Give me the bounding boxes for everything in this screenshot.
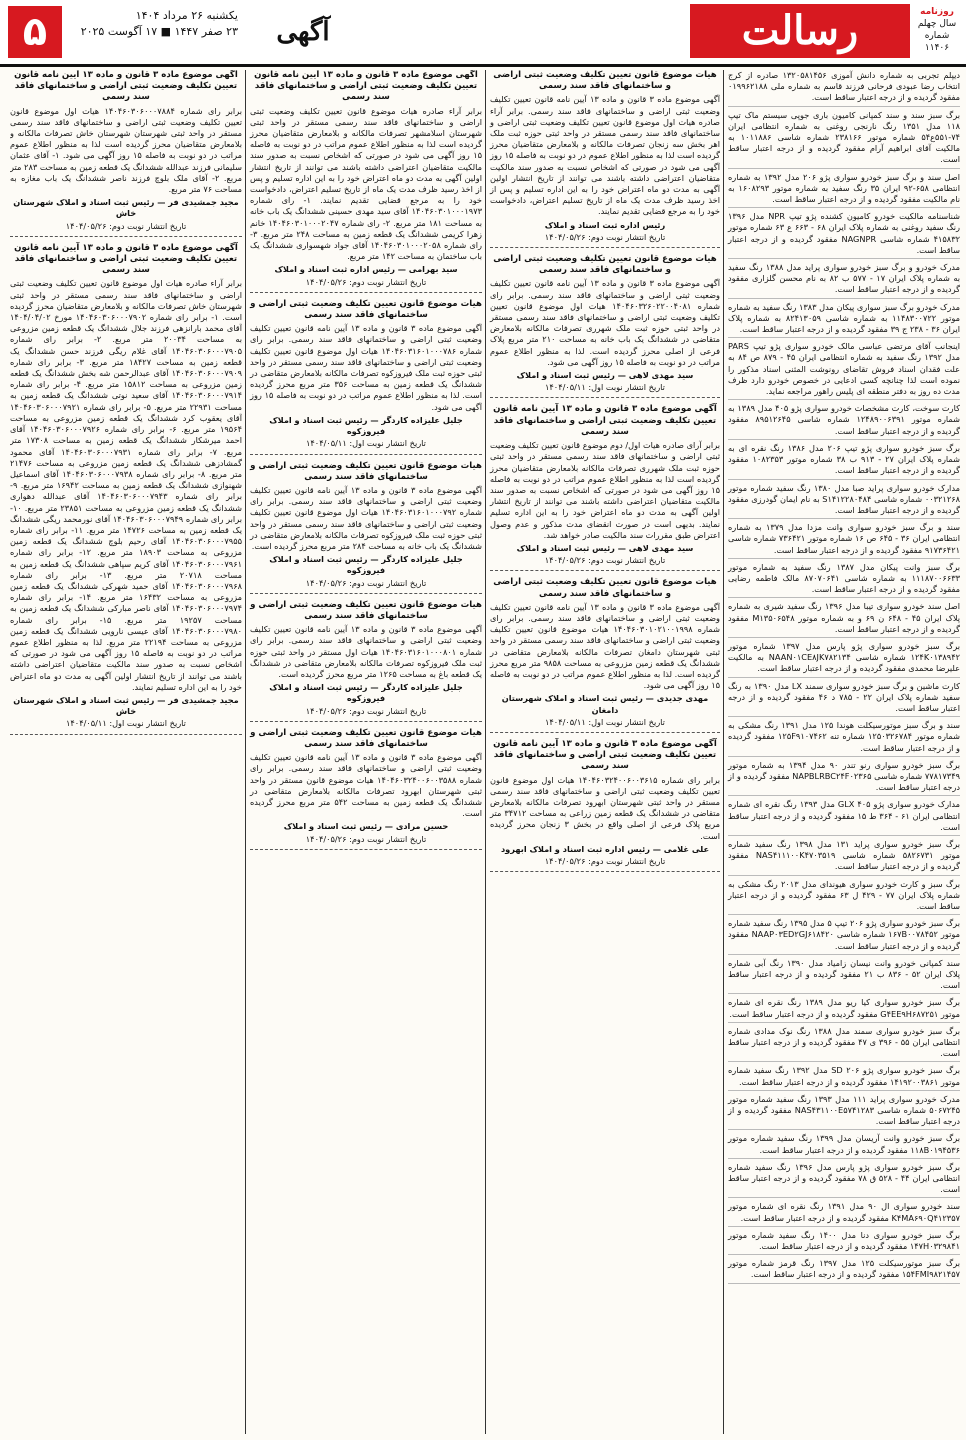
notice-body: آگهی موضوع ماده ۳ قانون و ماده ۱۳ آیین نامه قانون تعیین تکلیف وضعیت ثبتی اراضی و ساختمانهای فاقد سند رسمی. برابر آراء صادره هیات اول موضوع قانون تعیین تکلیف وضعیت ثبتی اراضی و ساختمانهای فاقد سند رسمی مستقر در واحد ثبتی حوزه ثبت ملک اهر بخش سه زنجان تصرفات مالکانه و بلامعارض متقاضیان محرز گردیده است لذا به منظور اطلاع عموم در دو نوبت به فاصله ۱۵ روز آگهی می شود در صورتی که اشخاص نسبت به صدور سند مالکیت متقاضیان اعتراضی داشته باشند می توانند از تاریخ انتشار اولین آگهی به مدت دو ماه اعتراض خود را به این اداره تسلیم و پس از اخذ رسید ظرف مدت یک ماه از تاریخ تسلیم اعتراض، دادخواست خود را به مرجع قضایی تقدیم نمایند.	[490, 94, 720, 217]
registry-notice	[250, 461, 482, 594]
notice-title: آگهی موضوع ماده ۳ قانون و ماده ۱۳ آیین نامه قانون تعیین تکلیف وضعیت ثبتی اراضی و ساختمانهای فاقد سند رسمی	[14, 242, 238, 276]
notice-signature: سید مهدی لاهی — رئیس ثبت اسناد و املاک	[516, 542, 694, 553]
registry-notice	[490, 254, 720, 398]
lost-document-notice: برگ سبز خودرو سواری پژو ۲۰۶ SD مدل ۱۳۹۲ رنگ سفید شماره موتور ۱۴۱۹۲۰۰۳۸۶۱ مفقود گردیده و از درجه اعتبار ساقط است.	[728, 1065, 960, 1090]
page-number: ۵	[8, 6, 62, 58]
date-persian: یکشنبه ۲۶ مرداد ۱۴۰۴	[135, 9, 238, 22]
section-title: آگهی	[276, 17, 330, 47]
column-registry-notices-4	[10, 70, 242, 1434]
notice-date: تاریخ انتشار نوبت دوم: ۱۴۰۴/۰۵/۲۶	[305, 833, 427, 844]
lost-document-notice: سند و برگ سبز موتورسیکلت هوندا ۱۲۵ مدل ۱۳۹۱ رنگ مشکی به شماره موتور ۱۲۵۰۳۲۶۷۸۴ شماره تنه ۱۲۵F۹۱۰۷۴۶۲ مفقود گردیده و از درجه اعتبار ساقط است.	[728, 720, 960, 757]
issue-label: شماره ۱۱۴۰۶	[924, 31, 950, 53]
notice-title: آگهی موضوع ماده ۳ قانون و ماده ۱۳ آیین نامه قانون تعیین تکلیف وضعیت ثبتی اراضی و ساختمانهای فاقد سند رسمی	[254, 70, 478, 103]
registry-notice	[250, 600, 482, 722]
newspaper-logo: رسالت	[690, 4, 910, 58]
notice-date: تاریخ انتشار نوبت دوم: ۱۴۰۴/۰۵/۲۶	[305, 577, 427, 588]
notice-signature: مهدی جدیدی — رئیس ثبت اسناد و املاک شهرستان دامغان	[501, 693, 709, 715]
lost-document-notice: برگ سبز خودرو سواری رنو تندر ۹۰ مدل ۱۳۹۴ به شماره موتور ۷۷۸۱۷۳۴۹ شماره شاسی NAPBLRBC۲۴F۰۲۳۶۵ مفقود گردیده و از درجه اعتبار ساقط است.	[728, 760, 960, 797]
lost-document-notice: برگ سبز و کارت خودرو سواری هیوندای مدل ۲۰۱۳ رنگ مشکی به شماره پلاک ایران ۷۷ - ۴۲۹ ل ۶۳ مفقود گردیده و از درجه اعتبار ساقط است.	[728, 879, 960, 916]
lost-document-notice: برگ سبز خودرو سواری پژو تیپ ۲۰۶ مدل ۱۳۸۶ رنگ نقره ای به شماره پلاک ایران ۲۷ - ۹۱۳ ب ۳۸ شماره موتور ۱۰۸۲۳۵۳ مفقود گردیده و از درجه اعتبار ساقط است.	[728, 443, 960, 480]
lost-document-notice: برگ سبز خودرو سواری سمند مدل ۱۳۸۸ رنگ نوک مدادی شماره انتظامی ایران ۵۵ - ۳۹۶ ی ۴۷ مفقود گردیده و از درجه اعتبار ساقط است.	[728, 1026, 960, 1063]
notice-date: تاریخ انتشار نوبت دوم: ۱۴۰۴/۰۵/۲۶	[544, 555, 666, 566]
lost-document-notice: برگ سبز خودرو سواری پژو ۲۰۶ تیپ ۵ مدل ۱۳۹۵ رنگ سفید شماره موتور ۱۶۷B۰۰۷۸۴۵۲ شماره شاسی NAAP۰۳ED۲GJ۶۱۸۴۲۰ مفقود گردیده و از درجه اعتبار ساقط است.	[728, 918, 960, 955]
notice-signature: علی غلامی — رئیس اداره ثبت اسناد و املاک ابهرود	[500, 843, 710, 854]
lost-document-notice: دیپلم تجربی به شماره دانش آموزی ۱۳۲۰۵۸۱۴۵۶ صادره از کرج انتخاب رضا عبودی فرحانی فرزند قاسم به شماره ملی ۰۱۹۹۶۲۱۸۸ مفقود گردیده و از درجه اعتبار ساقط است.	[728, 70, 960, 107]
lost-document-notice: برگ سبز خودرو سواری پراید ۱۳۱ مدل ۱۳۹۸ رنگ سفید شماره موتور ۵۸۲۶۷۳۱ شماره شاسی NAS۴۱۱۱۰۰K۴۷۰۳۵۱۹ مفقود گردیده و از درجه اعتبار ساقط است.	[728, 839, 960, 876]
lost-document-notice: سند خودرو سواری ال ۹۰ مدل ۱۳۹۱ رنگ نقره ای شماره موتور K۴MA۶۹۰Q۴۱۲۳۵۷ مفقود گردیده و از درجه اعتبار ساقط است.	[728, 1201, 960, 1226]
lost-document-notice: کارت سوخت، کارت مشخصات خودرو سواری پژو ۴۰۵ مدل ۱۳۸۹ به شماره موتور ۱۲۴۸۹۰۰۶۳۹۱ شماره شاسی ۸۹۵۱۲۶۴۵ مفقود گردیده و از درجه اعتبار ساقط است.	[728, 403, 960, 440]
registry-notice	[10, 70, 242, 237]
notice-title: هیات موضوع قانون تعیین تکلیف وضعیت ثبتی اراضی و ساختمانهای فاقد سند رسمی	[250, 599, 482, 621]
notice-signature: سید بهرامی — رئیس اداره ثبت اسناد و املاک	[274, 264, 458, 275]
lost-document-notice: برگ سبز خودرو سواری دنا مدل ۱۴۰۰ رنگ سفید شماره موتور ۱۴۷H۰۳۲۹۸۴۱ مفقود گردیده و از درجه اعتبار ساقط است.	[728, 1230, 960, 1255]
notice-body: آگهی موضوع ماده ۳ قانون و ماده ۱۳ آیین نامه قانون تعیین تکلیف وضعیت ثبتی اراضی و ساختمانهای فاقد سند رسمی. برابر رای شماره ۱۴۰۴۶۰۳۱۶۰۱۰۰۰۷۸۶ هیات اول موضوع قانون تعیین تکلیف وضعیت ثبتی اراضی و ساختمانهای فاقد سند رسمی مستقر در واحد ثبتی حوزه ثبت ملک فیروزکوه تصرفات مالکانه بلامعارض متقاضی در ششدانگ یک قطعه زمین به مساحت ۳۵۶ متر مربع محرز گردیده است. لذا به منظور اطلاع عموم مراتب در دو نوبت به فاصله ۱۵ روز آگهی می شود.	[250, 323, 482, 412]
registry-notice	[250, 728, 482, 850]
notice-date: تاریخ انتشار نوبت دوم: ۱۴۰۴/۰۵/۲۶	[544, 856, 666, 866]
lost-document-notice: برگ سبز خودرو سواری پژو پارس مدل ۱۳۹۶ رنگ سفید شماره انتظامی ایران ۴۴ - ۵۲۸ ق ۷۸ مفقود گردیده و از درجه اعتبار ساقط است.	[728, 1162, 960, 1199]
lost-document-notice: مدرک خودرو و برگ سبز خودرو سواری پراید مدل ۱۳۸۸ رنگ سفید به شماره پلاک ایران ۱۷ - ۵۷۷ ب ۸۲ به نام محسن گلزاری مفقود گردیده و از درجه اعتبار ساقط است.	[728, 262, 960, 299]
notice-body: برابر رای شماره ۱۴۰۴۶۰۳۰۶۰۰۰۷۸۸۴ هیات اول موضوع قانون تعیین تکلیف وضعیت ثبتی اراضی و ساختمانهای فاقد سند رسمی مستقر در واحد ثبتی شهرستان شهرستان خاش تصرفات مالکانه و بلامعارض متقاضیان محرز گردیده است لذا به منظور اطلاع عموم مراتب در دو نوبت به فاصله ۱۵ روز آگهی می شود. ۱- آقای عثمان سلیمانی فرزند عبدالله ششدانگ یک قطعه زمین به مساحت ۲۸۳ متر مربع. ۲- آقای ملک بلوچ فرزند ناصر ششدانگ یک باب مغازه به مساحت ۷۶ متر مربع.	[10, 105, 242, 195]
notice-signature: مجید جمشیدی فر — رئیس ثبت اسناد و املاک شهرستان خاش	[13, 694, 239, 717]
date-other: ۲۳ صفر ۱۴۴۷ ■ ۱۷ آگوست ۲۰۲۵	[80, 25, 238, 38]
masthead-left	[8, 6, 330, 58]
column-lost-documents	[723, 70, 960, 1434]
notice-signature: حسین مرادی — رئیس ثبت اسناد و املاک	[283, 821, 449, 832]
notice-signature: جلیل علیزاده کاردگر — رئیس ثبت اسناد و املاک فیروزکوه	[269, 414, 463, 437]
notice-title: آگهی موضوع ماده ۳ قانون و ماده ۱۳ آیین نامه قانون تعیین تکلیف وضعیت ثبتی اراضی و ساختمانهای فاقد سند رسمی	[493, 738, 717, 772]
registry-notice	[250, 299, 482, 455]
lost-document-notice: کارت ماشین و برگ سبز خودرو سواری سمند LX مدل ۱۳۹۰ به رنگ سفید شماره پلاک ایران ۲۲ - ۷۸۵ د ۴۶ مفقود گردیده و از درجه اعتبار ساقط است.	[728, 681, 960, 718]
notice-body: برابر آراء صادره هیات اول موضوع قانون تعیین تکلیف وضعیت ثبتی اراضی و ساختمانهای فاقد سند رسمی مستقر در واحد ثبتی شهرستان خاش تصرفات مالکانه و بلامعارض متقاضیان محرز گردیده است. ۱- برابر رای شماره ۱۴۰۴۶۰۳۰۶۰۰۰۷۹۰۲ مورخ ۱۴۰۴/۰۴/۰۲ آقای محمد بارانزهی فرزند جلال ششدانگ یک قطعه زمین مزروعی به مساحت ۲۰۰۳۴ متر مربع. ۲- برابر رای شماره ۱۴۰۴۶۰۳۰۶۰۰۰۷۹۰۵ آقای غلام ریگی فرزند حسن ششدانگ یک قطعه زمین به مساحت ۱۸۴۲۷ متر مربع. ۳- برابر رای شماره ۱۴۰۴۶۰۳۰۶۰۰۰۷۹۰۹ آقای عبدالرحمن شه بخش ششدانگ یک قطعه زمین مزروعی به مساحت ۱۵۸۱۲ متر مربع. ۴- برابر رای شماره ۱۴۰۴۶۰۳۰۶۰۰۰۷۹۱۴ آقای سعید نوتی ششدانگ یک قطعه زمین به مساحت ۲۲۹۳۱ متر مربع. ۵- برابر رای شماره ۱۴۰۴۶۰۳۰۶۰۰۰۷۹۲۱ آقای یعقوب کرد ششدانگ یک قطعه زمین مزروعی به مساحت ۱۹۵۶۴ متر مربع. ۶- برابر رای شماره ۱۴۰۴۶۰۳۰۶۰۰۰۷۹۲۶ آقای احمد میرشکار ششدانگ یک قطعه زمین به مساحت ۱۷۳۰۸ متر مربع. ۷- برابر رای شماره ۱۴۰۴۶۰۳۰۶۰۰۰۷۹۳۱ آقای محمود گمشادزهی ششدانگ یک قطعه زمین مزروعی به مساحت ۲۱۴۷۶ متر مربع. ۸- برابر رای شماره ۱۴۰۴۶۰۳۰۶۰۰۰۷۹۳۸ آقای اسماعیل شهنوازی ششدانگ یک قطعه زمین به مساحت ۱۶۹۴۲ متر مربع. ۹- برابر رای شماره ۱۴۰۴۶۰۳۰۶۰۰۰۷۹۴۳ آقای عبدالله دهواری ششدانگ یک قطعه زمین مزروعی به مساحت ۲۳۸۵۱ متر مربع. ۱۰- برابر رای شماره ۱۴۰۴۶۰۳۰۶۰۰۰۷۹۴۹ آقای نورمحمد ریگی ششدانگ یک قطعه زمین به مساحت ۱۴۷۲۶ متر مربع. ۱۱- برابر رای شماره ۱۴۰۴۶۰۳۰۶۰۰۰۷۹۵۵ آقای رحیم بلوچ ششدانگ یک قطعه زمین مزروعی به مساحت ۱۸۹۰۳ متر مربع. ۱۲- برابر رای شماره ۱۴۰۴۶۰۳۰۶۰۰۰۷۹۶۱ آقای کریم سپاهی ششدانگ یک قطعه زمین به مساحت ۲۰۷۱۸ متر مربع. ۱۳- برابر رای شماره ۱۴۰۴۶۰۳۰۶۰۰۰۷۹۶۸ آقای حمید شهرکی ششدانگ یک قطعه زمین مزروعی به مساحت ۱۶۴۳۲ متر مربع. ۱۴- برابر رای شماره ۱۴۰۴۶۰۳۰۶۰۰۰۷۹۷۴ آقای ناصر مبارکی ششدانگ یک قطعه زمین به مساحت ۱۹۲۵۷ متر مربع. ۱۵- برابر رای شماره ۱۴۰۴۶۰۳۰۶۰۰۰۷۹۸۰ آقای عیسی نارویی ششدانگ یک قطعه زمین مزروعی به مساحت ۲۲۱۹۴ متر مربع. لذا به منظور اطلاع عموم مراتب در دو نوبت به فاصله ۱۵ روز آگهی می شود در صورتی که اشخاص نسبت به صدور سند مالکیت متقاضیان اعتراضی داشته باشند می توانند از تاریخ انتشار اولین آگهی به مدت دو ماه اعتراض خود را به این اداره تسلیم نمایند.	[10, 278, 242, 692]
notice-body: آگهی موضوع ماده ۳ قانون و ماده ۱۳ آیین نامه قانون تعیین تکلیف وضعیت ثبتی اراضی و ساختمانهای فاقد سند رسمی. برابر رای شماره ۱۴۰۴۶۰۳۱۶۰۱۰۰۰۷۹۲ هیات اول موضوع قانون تعیین تکلیف وضعیت ثبتی اراضی و ساختمانهای فاقد سند رسمی مستقر در واحد ثبتی حوزه ثبت ملک فیروزکوه تصرفات مالکانه بلامعارض متقاضی در ششدانگ یک باب خانه به مساحت ۲۸۴ متر مربع محرز گردیده است.	[250, 484, 482, 551]
lost-document-notice: برگ سبز خودرو وانت آریسان مدل ۱۳۹۹ رنگ سفید شماره موتور ۱۱۸B۰۱۹۴۵۳۶ مفقود گردیده و از درجه اعتبار ساقط است.	[728, 1133, 960, 1158]
notice-title: هیات موضوع قانون تعیین تکلیف وضعیت ثبتی اراضی و ساختمانهای فاقد سند رسمی	[493, 70, 717, 92]
lost-document-notice: برگ سبز موتورسیکلت ۱۲۵ مدل ۱۳۹۷ رنگ قرمز شماره موتور ۱۵۴FMI۹۸۲۱۴۵۷ مفقود گردیده و از درجه اعتبار ساقط است.	[728, 1258, 960, 1283]
registry-notice	[490, 739, 720, 872]
lost-document-notice: اصل سند و برگ سبز خودرو سواری پژو ۲۰۶ مدل ۱۳۹۲ به شماره انتظامی ۶۵۸-۹۲ ایران ۳۵ رنگ سفید به شماره موتور ۱۶۰۸۲۹۳ به نام مالکیت مفقود گردیده و از درجه اعتبار ساقط است.	[728, 172, 960, 209]
notice-signature: مجید جمشیدی فر — رئیس ثبت اسناد و املاک شهرستان خاش	[13, 197, 239, 219]
lost-document-notice: مدرک خودرو سواری پراید ۱۱۱ مدل ۱۳۹۳ رنگ سفید شماره موتور ۵۰۶۷۲۴۵ شماره شاسی NAS۴۳۱۱۰۰E۵۷۴۱۲۸۳ مفقود گردیده و از درجه اعتبار ساقط است.	[728, 1094, 960, 1131]
notice-date: تاریخ انتشار نوبت دوم: ۱۴۰۴/۰۵/۲۶	[305, 276, 427, 287]
registry-notice	[490, 577, 720, 733]
notice-date: تاریخ انتشار نوبت اول: ۱۴۰۴/۰۵/۱۱	[66, 718, 186, 729]
lost-document-notice: شناسنامه مالکیت خودرو کامیون کشنده پژو تیپ NPR مدل ۱۳۹۶ رنگ سفید روغنی به شماره پلاک ایران ۶۸ - ۶۶۳ ع ۶۳ شماره موتور ۴۱۵۸۳۲ شماره شاسی NAGNPR مفقود گردیده و از درجه اعتبار ساقط است.	[728, 211, 960, 259]
lost-document-notice: مدارک خودرو سواری پراید صبا مدل ۱۳۸۰ رنگ سفید شماره موتور ۰۰۳۲۱۲۶۸ شماره شاسی S۱۴۱۲۲۸۰۴۸۴ به نام ایمان گودرزی مفقود گردیده و از درجه اعتبار ساقط است.	[728, 483, 960, 520]
notice-signature: سید مهدی لاهی — رئیس ثبت اسناد و املاک	[516, 370, 694, 381]
notice-body: آگهی موضوع ماده ۳ قانون و ماده ۱۳ آیین نامه قانون تعیین تکلیف وضعیت ثبتی اراضی و ساختمانهای فاقد سند رسمی. برابر رای شماره ۱۴۰۴۶۰۳۱۶۰۱۰۰۰۸۰۱ هیات اول مستقر در واحد ثبتی حوزه ثبت ملک فیروزکوه تصرفات مالکانه بلامعارض متقاضی در ششدانگ یک قطعه باغ به مساحت ۱۲۶۵ متر مربع محرز گردیده است.	[250, 624, 482, 679]
lost-document-notice: اصل سند خودرو سواری تیبا مدل ۱۳۹۶ رنگ سفید شیری به شماره پلاک ایران ۴۵ - ۶۴۸ ن ۶۹ و به شماره موتور M۱۳۵۰۶۵۴۸ مفقود گردیده و از درجه اعتبار ساقط است.	[728, 601, 960, 638]
notice-body: برابر رای شماره ۱۴۰۴۶۰۳۲۴۰۰۶۰۰۳۶۱۵ هیات اول موضوع قانون تعیین تکلیف وضعیت ثبتی اراضی و ساختمانهای فاقد سند رسمی مستقر در واحد ثبتی شهرستان ابهرود تصرفات مالکانه بلامعارض متقاضی در ششدانگ یک قطعه زمین زراعی به مساحت ۳۴۷۱۲ متر مربع پلاک فرعی از اصلی واقع در بخش ۳ زنجان محرز گردیده است.	[490, 774, 720, 841]
notice-date: تاریخ انتشار نوبت دوم: ۱۴۰۴/۰۵/۲۶	[305, 705, 427, 716]
notice-body: آگهی موضوع ماده ۳ قانون و ماده ۱۳ آیین نامه قانون تعیین تکلیف وضعیت ثبتی اراضی و ساختمانهای فاقد سند رسمی. برابر رای شماره ۱۴۰۴۶۰۳۲۶۰۲۲۰۰۴۰۸۱ هیات اول موضوع قانون تعیین تکلیف وضعیت ثبتی اراضی و ساختمانهای فاقد سند رسمی مستقر در واحد ثبتی حوزه ثبت ملک شهرری تصرفات مالکانه بلامعارض متقاضی در ششدانگ یک باب خانه به مساحت ۲۱۰ متر مربع پلاک فرعی از اصلی محرز گردیده است. لذا به منظور اطلاع عموم مراتب در دو نوبت به فاصله ۱۵ روز آگهی می شود.	[490, 278, 720, 367]
ads-columns	[6, 70, 960, 1434]
registry-notice	[490, 404, 720, 571]
notice-title: هیات موضوع قانون تعیین تکلیف وضعیت ثبتی اراضی و ساختمانهای فاقد سند رسمی	[250, 298, 482, 321]
lost-document-notice: برگ سبز سند و سند کمپانی کامیون باری جوپی سیستم ماک تیپ ۱۱۸ مدل ۱۳۵۱ رنگ نارنجی روغنی به شماره انتظامی ایران ۷۴-۵۵۱ع۵۴ شماره موتور ۲۳۸۱۶۶ شماره شاسی ۱۰۱۱۸۸۶ به مالکیت آقای ابراهیم آرام مفقود گردیده و از درجه اعتبار ساقط است.	[728, 110, 960, 169]
notice-signature: جلیل علیزاده کاردگر — رئیس ثبت اسناد و املاک فیروزکوه	[269, 554, 463, 576]
lost-document-notice: سند و برگ سبز خودرو سواری وانت مزدا مدل ۱۳۷۹ به شماره انتظامی ایران ۳۶ - ۶۴۵ ص ۱۶ شماره موتور ۷۳۶۴۲۱ شماره شاسی ۹۱۷۳۶۴۲۱ مفقود گردیده و از درجه اعتبار ساقط است.	[728, 522, 960, 559]
notice-date: تاریخ انتشار نوبت اول: ۱۴۰۴/۰۵/۱۱	[545, 382, 665, 393]
notice-signature: جلیل علیزاده کاردگر — رئیس ثبت اسناد و املاک فیروزکوه	[269, 682, 463, 704]
issue-dates	[68, 8, 238, 56]
lost-document-notice: مدرک خودرو برگ سبز سواری پیکان مدل ۱۳۸۳ رنگ سفید به شماره موتور ۱۱۴۸۳۰۰۷۲۲ به شماره شاسی ۸۲۴۱۳۰۵۹ به شماره پلاک ایران ۳۶ - ۲۳۸ ج ۳۹ مفقود گردیده و از درجه اعتبار ساقط است.	[728, 302, 960, 339]
notice-body: آگهی موضوع ماده ۳ قانون و ماده ۱۳ آیین نامه قانون تعیین تکلیف وضعیت ثبتی اراضی و ساختمانهای فاقد سند رسمی. برابر رای شماره ۱۴۰۴۶۰۳۰۱۰۲۱۰۰۱۹۹۸ هیات موضوع قانون تعیین تکلیف وضعیت ثبتی اراضی و ساختمانهای فاقد سند رسمی مستقر در واحد ثبتی شهرستان دامغان تصرفات مالکانه بلامعارض متقاضی در ششدانگ یک قطعه زمین مزروعی به مساحت ۹۸۵۸ متر مربع محرز گردیده است. لذا به منظور اطلاع عموم مراتب در دو نوبت به فاصله ۱۵ روز آگهی می شود.	[490, 601, 720, 691]
lost-document-notice: برگ سبز وانت پیکان مدل ۱۳۸۷ رنگ سفید به شماره موتور ۱۱۱۸۷۰۰۶۶۳۳ به شماره شاسی ۸۷۰۷۰۶۴۱ مالک فاطمه رضایی مفقود گردیده و از درجه اعتبار ساقط است.	[728, 562, 960, 599]
notice-body: آگهی موضوع ماده ۳ قانون و ماده ۱۳ آیین نامه قانون تعیین تکلیف وضعیت ثبتی اراضی و ساختمانهای فاقد سند رسمی. برابر رای شماره ۱۴۰۴۶۰۳۲۴۰۰۶۰۰۳۵۸۸ هیات موضوع قانون مستقر در واحد ثبتی شهرستان ابهرود تصرفات مالکانه بلامعارض متقاضی در ششدانگ یک قطعه زمین به مساحت ۵۴۲ متر مربع محرز گردیده است.	[250, 752, 482, 819]
year-label: سال چهلم	[917, 19, 957, 29]
column-registry-notices-3	[245, 70, 482, 1434]
notice-date: تاریخ انتشار نوبت اول: ۱۴۰۴/۰۵/۱۱	[306, 438, 426, 449]
notice-title: هیات موضوع قانون تعیین تکلیف وضعیت ثبتی اراضی و ساختمانهای فاقد سند رسمی	[250, 460, 482, 482]
notice-title: هیات موضوع قانون تعیین تکلیف وضعیت ثبتی اراضی و ساختمانهای فاقد سند رسمی	[493, 577, 717, 599]
lost-document-notice: برگ سبز خودرو سواری پژو پارس مدل ۱۳۹۷ شماره موتور ۱۲۴K۰۱۳۸۹۴۲ شماره شاسی NAAN۰۱CE۸JK۷۸۲۱۳۴ به مالکیت علیرضا محمدی مفقود گردیده و از درجه اعتبار ساقط است.	[728, 641, 960, 678]
registry-notice	[10, 243, 242, 735]
notice-body: برابر آراء صادره هیات موضوع قانون تعیین تکلیف وضعیت ثبتی اراضی و ساختمانهای فاقد سند رسمی مستقر در واحد ثبتی شهرستان اسلامشهر تصرفات مالکانه و بلامعارض متقاضیان محرز گردیده است لذا به منظور اطلاع عموم مراتب در دو نوبت به فاصله ۱۵ روز آگهی می شود در صورتی که اشخاص نسبت به صدور سند مالکیت متقاضیان اعتراضی داشته باشند می توانند از تاریخ انتشار اولین آگهی به مدت دو ماه اعتراض خود را به این اداره تسلیم و پس از اخذ رسید ظرف مدت یک ماه از تاریخ تسلیم اعتراض، دادخواست خود را به مرجع قضایی تقدیم نمایند. ۱- رای شماره ۱۴۰۴۶۰۳۰۱۰۰۰۱۹۷۳ آقای سید مهدی حسینی ششدانگ یک باب خانه به مساحت ۱۸۱ متر مربع. ۲- رای شماره ۱۴۰۴۶۰۳۰۱۰۰۰۲۰۴۷ خانم زهرا کریمی ششدانگ یک قطعه زمین به مساحت ۲۴۸ متر مربع. ۳- رای شماره ۱۴۰۴۶۰۳۰۱۰۰۰۲۰۵۸ آقای جواد شهسواری ششدانگ یک باب ساختمان به مساحت ۱۴۲ متر مربع.	[250, 105, 482, 262]
lost-document-notice: برگ سبز خودرو سواری کیا ریو مدل ۱۳۸۹ رنگ نقره ای شماره موتور G۴EE۹H۶۸۷۲۵۱ مفقود گردیده و از درجه اعتبار ساقط است.	[728, 997, 960, 1022]
lost-document-notice: مدارک خودرو سواری پژو ۴۰۵ GLX مدل ۱۳۹۳ رنگ نقره ای شماره انتظامی ایران ۶۱ - ۳۶۴ ط ۱۵ مفقود گردیده و از درجه اعتبار ساقط است.	[728, 799, 960, 836]
brand-small: روزنامه	[920, 7, 954, 17]
notice-signature: رئیس اداره ثبت اسناد و املاک	[544, 219, 666, 230]
registry-notice	[250, 70, 482, 293]
notice-date: تاریخ انتشار نوبت اول: ۱۴۰۴/۰۵/۱۱	[545, 716, 665, 727]
registry-notice	[490, 70, 720, 248]
notice-title: آگهی موضوع ماده ۳ قانون و ماده ۱۳ آیین نامه قانون تعیین تکلیف وضعیت ثبتی اراضی و ساختمانهای فاقد سند رسمی	[493, 404, 717, 437]
issue-info	[912, 6, 962, 56]
notice-date: تاریخ انتشار نوبت دوم: ۱۴۰۴/۰۵/۲۶	[65, 220, 187, 231]
masthead	[0, 0, 966, 67]
lost-document-notice: اینجانب آقای مرتضی عباسی مالک خودرو سواری پژو تیپ PARS مدل ۱۳۹۲ رنگ سفید به شماره انتظامی ایران ۴۵ - ۸۷۹ ص ۸۴ به علت فقدان اسناد فروش تقاضای رونوشت المثنی اسناد مذکور را نموده است لذا چنانچه کسی ادعایی در خصوص خودرو دارد ظرف مدت ده روز به دفتر منطقه ای پلیس راهور مراجعه نماید.	[728, 341, 960, 400]
notice-title: هیات موضوع قانون تعیین تکلیف وضعیت ثبتی اراضی و ساختمانهای فاقد سند رسمی	[250, 727, 482, 749]
notice-title: آگهی موضوع ماده ۳ قانون و ماده ۱۳ آیین نامه قانون تعیین تکلیف وضعیت ثبتی اراضی و ساختمانهای فاقد سند رسمی	[14, 70, 238, 103]
lost-document-notice: سند کمپانی خودرو وانت نیسان زامیاد مدل ۱۳۹۰ رنگ آبی شماره پلاک ایران ۵۲ - ۸۳۶ ب ۲۱ مفقود گردیده و از درجه اعتبار ساقط است.	[728, 958, 960, 995]
notice-date: تاریخ انتشار نوبت دوم: ۱۴۰۴/۰۵/۲۶	[544, 231, 666, 242]
notice-body: برابر آرای صادره هیات اول/ دوم موضوع قانون تعیین تکلیف وضعیت ثبتی اراضی و ساختمانهای فاقد سند رسمی مستقر در واحد ثبتی حوزه ثبت ملک شهرری تصرفات مالکانه بلامعارض متقاضیان محرز گردیده است لذا به منظور اطلاع عموم مراتب در دو نوبت به فاصله ۱۵ روز آگهی می شود در صورتی که اشخاص نسبت به صدور سند مالکیت متقاضیان اعتراضی داشته باشند می توانند از تاریخ انتشار اولین آگهی به مدت دو ماه اعتراض خود را به این اداره تسلیم نمایند. بدیهی است در صورت انقضای مدت مذکور و عدم وصول اعتراض طبق مقررات سند مالکیت صادر خواهد شد.	[490, 440, 720, 540]
notice-title: هیات موضوع قانون تعیین تکلیف وضعیت ثبتی اراضی و ساختمانهای فاقد سند رسمی	[493, 254, 717, 276]
column-registry-notices-2	[485, 70, 720, 1434]
